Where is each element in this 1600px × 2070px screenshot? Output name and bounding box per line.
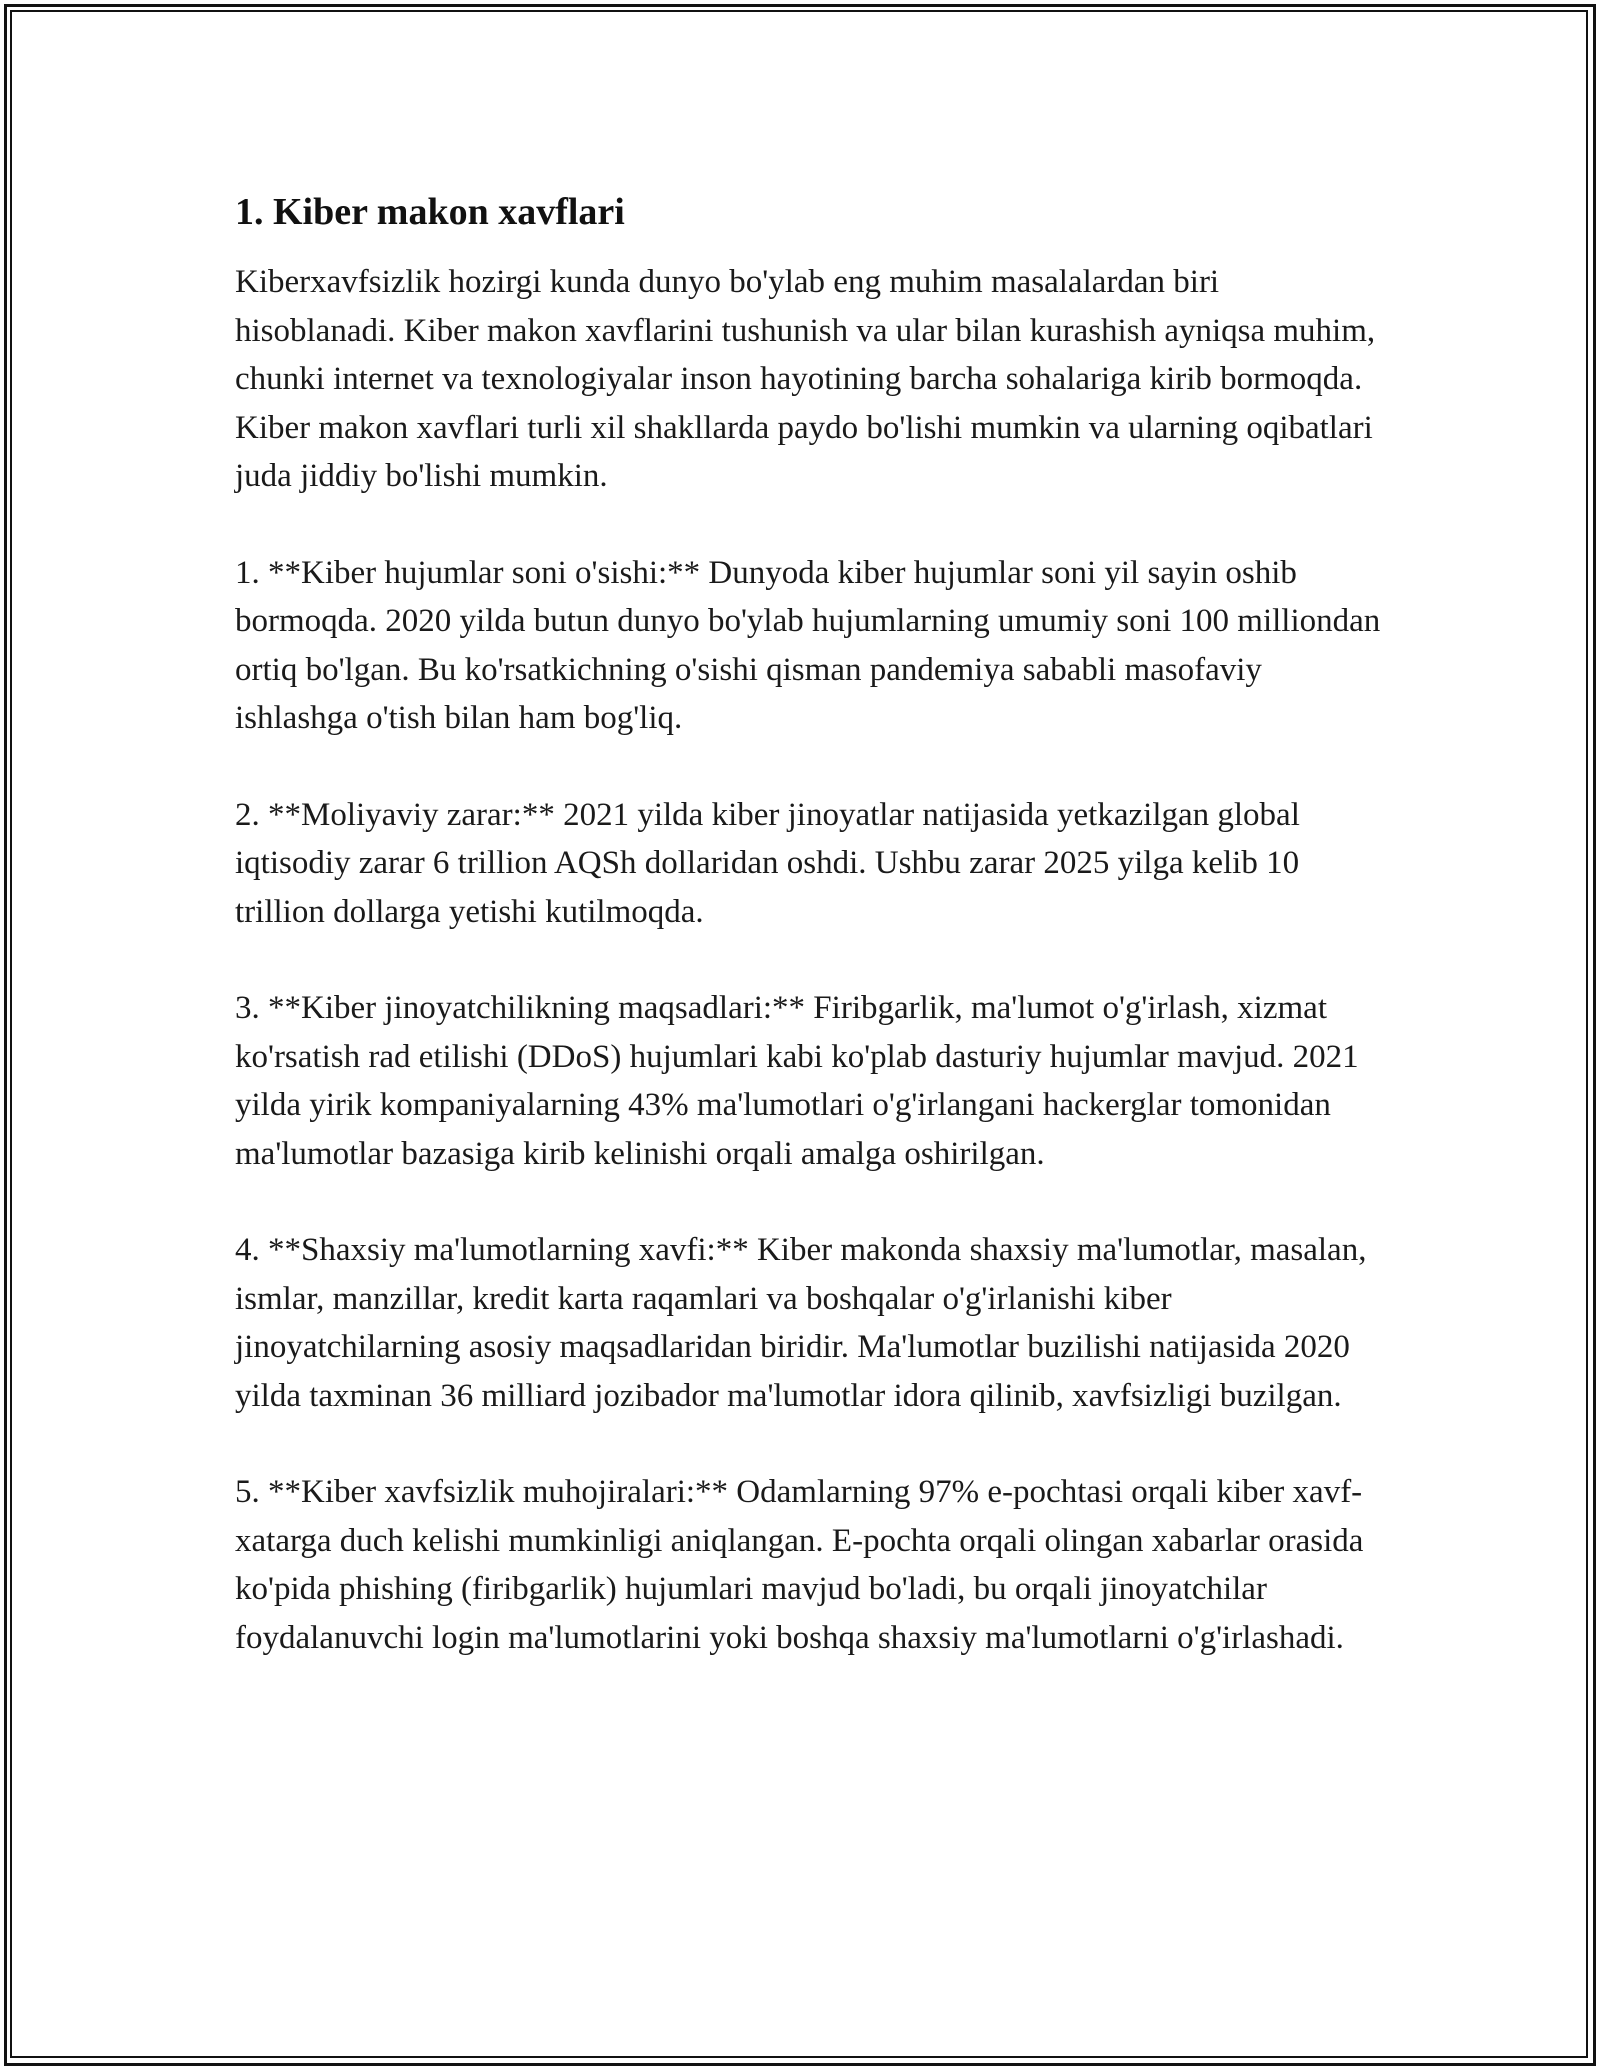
point-cyber-attacks-growth: 1. **Kiber hujumlar soni o'sishi:** Dunyoda kiber hujumlar soni yil sayin oshib bormoqda. 2020 yilda butun dunyo bo'ylab hujumlarning umumiy soni 100 milliondan ortiq bo'lgan. Bu ko'rsatkichning o'sishi qisman pandemiya sababli masofaviy ishlashga o'tish bilan ham bog'liq.: [235, 554, 1381, 736]
point-cybercrime-goals: 3. **Kiber jinoyatchilikning maqsadlari:** Firibgarlik, ma'lumot o'g'irlash, xizmat ko'rsatish rad etilishi (DDoS) hujumlari kabi ko'plab dasturiy hujumlar mavjud. 2021 yilda yirik kompaniyalarning 43% ma'lumotlari o'g'irlangani hackerglar tomonidan ma'lumotlar bazasiga kirib kelinishi orqali amalga oshirilgan.: [235, 990, 1359, 1172]
point-personal-data-risk: 4. **Shaxsiy ma'lumotlarning xavfi:** Kiber makonda shaxsiy ma'lumotlar, masalan, ismlar, manzillar, kredit karta raqamlari va boshqalar o'g'irlanishi kiber jinoyatchilarning asosiy maqsadlaridan biridir. Ma'lumotlar buzilishi natijasida 2020 yilda taxminan 36 milliard jozibador ma'lumotlar idora qilinib, xavfsizligi buzilgan.: [235, 1232, 1367, 1414]
point-email-threats: 5. **Kiber xavfsizlik muhojiralari:** Odamlarning 97% e-pochtasi orqali kiber xavf-xatarga duch kelishi mumkinligi aniqlangan. E-pochta orqali olingan xabarlar orasida ko'pida phishing (firibgarlik) hujumlari mavjud bo'ladi, bu orqali jinoyatchilar foydalanuvchi login ma'lumotlarini yoki boshqa shaxsiy ma'lumotlarni o'g'irlashadi.: [235, 1474, 1364, 1656]
point-financial-damage: 2. **Moliyaviy zarar:** 2021 yilda kiber jinoyatlar natijasida yetkazilgan global iqtisodiy zarar 6 trillion AQSh dollaridan oshdi. Ushbu zarar 2025 yilga kelib 10 trillion dollarga yetishi kutilmoqda.: [235, 796, 1300, 930]
section-heading: 1. Kiber makon xavflari: [235, 191, 625, 233]
document-body: [235, 188, 1385, 1710]
intro-paragraph: Kiberxavfsizlik hozirgi kunda dunyo bo'ylab eng muhim masalalardan biri hisoblanadi. Kiber makon xavflarini tushunish va ular bilan kurashish ayniqsa muhim, chunki internet va texnologiyalar inson hayotining barcha sohalariga kirib bormoqda. Kiber makon xavflari turli xil shakllarda paydo bo'lishi mumkin va ularning oqibatlari juda jiddiy bo'lishi mumkin.: [235, 264, 1376, 494]
